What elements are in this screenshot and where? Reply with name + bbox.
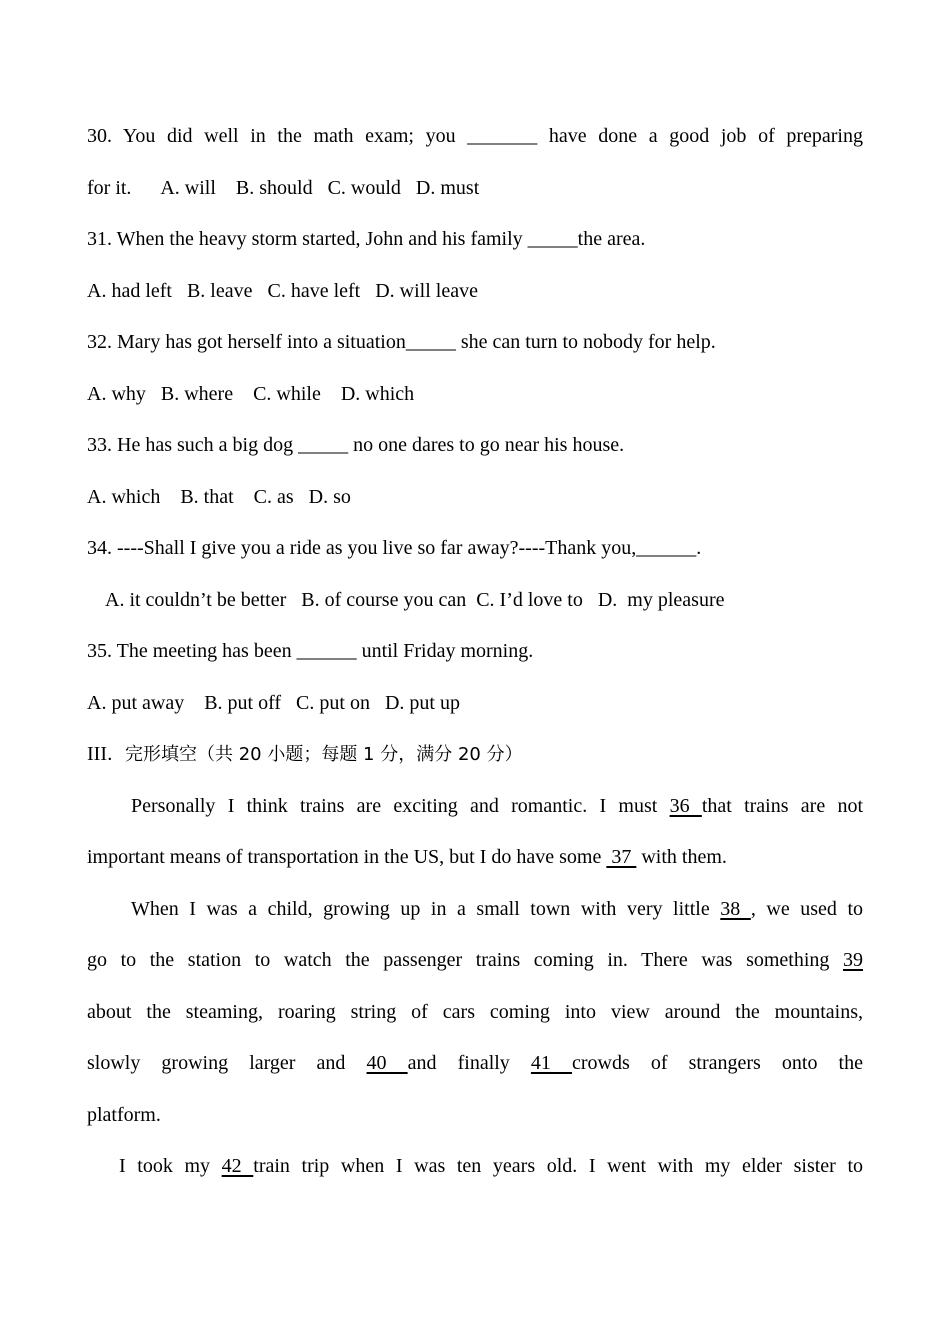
blank-41: 41	[530, 1052, 572, 1074]
q30-line2: for it. A. will B. should C. would D. must	[87, 176, 480, 199]
passage-p3-line1	[87, 1141, 863, 1193]
passage-p1-line1	[87, 781, 863, 833]
blank-38: 38	[720, 897, 751, 920]
blank-42: 42	[221, 1155, 254, 1177]
q35-stem: 35. The meeting has been ______ until Friday morning.	[87, 640, 534, 662]
q31-stem: 31. When the heavy storm started, John and his family _____the area.	[87, 228, 646, 250]
blank-36: 36	[669, 794, 702, 817]
q32-stem: 32. Mary has got herself into a situation_____ she can turn to nobody for help.	[87, 331, 716, 353]
passage-p2-line4	[87, 1038, 863, 1090]
q35-options: A. put away B. put off C. put on D. put up	[87, 691, 460, 714]
blank-40: 40	[366, 1052, 408, 1074]
q34-options: A. it couldn’t be better B. of course you can C. I’d love to D. my pleasure	[105, 588, 725, 611]
exam-page	[87, 111, 863, 1193]
passage-p2-line1	[87, 884, 863, 936]
text-span: important means of transportation in the US, but I do have some	[87, 846, 607, 868]
text-span: slowly growing larger and	[87, 1052, 367, 1074]
q34-stem: 34. ----Shall I give you a ride as you live so far away?----Thank you,______.	[87, 537, 702, 559]
blank-37: 37	[606, 846, 637, 868]
text-span: Personally I think trains are exciting and romantic. I must	[131, 794, 670, 817]
passage-p2-line2	[87, 935, 863, 987]
text-span: that trains are not	[701, 794, 863, 817]
text-span: go to the station to watch the passenger trains coming in. There was something	[87, 949, 843, 971]
text-span: and finally	[407, 1052, 531, 1074]
text-span: with them.	[636, 846, 727, 868]
passage-p2-line5: platform.	[87, 1103, 161, 1126]
passage-p2-line3: about the steaming, roaring string of cars coming into view around the mountains,	[87, 1000, 863, 1023]
text-span: , we used to	[750, 897, 863, 920]
text-span: When I was a child, growing up in a small town with very little	[131, 897, 721, 920]
q30-line1: 30. You did well in the math exam; you _______ have done a good job of preparing	[87, 125, 863, 147]
section-title: ．完形填空（共 20 小题；每题 1 分，满分 20 分）	[106, 744, 523, 765]
text-span: crowds of strangers onto the	[572, 1052, 863, 1074]
q32-options: A. why B. where C. while D. which	[87, 382, 415, 405]
text-span: I took my	[119, 1155, 222, 1177]
q31-options: A. had left B. leave C. have left D. will leave	[87, 279, 478, 302]
blank-39: 39	[843, 949, 863, 971]
section-number: III	[87, 743, 107, 765]
text-span: train trip when I was ten years old. I went with my elder sister to	[253, 1155, 863, 1177]
q33-stem: 33. He has such a big dog _____ no one dares to go near his house.	[87, 434, 625, 456]
passage-p1-line2	[87, 832, 863, 884]
section-heading	[87, 729, 863, 781]
q33-options: A. which B. that C. as D. so	[87, 485, 351, 508]
